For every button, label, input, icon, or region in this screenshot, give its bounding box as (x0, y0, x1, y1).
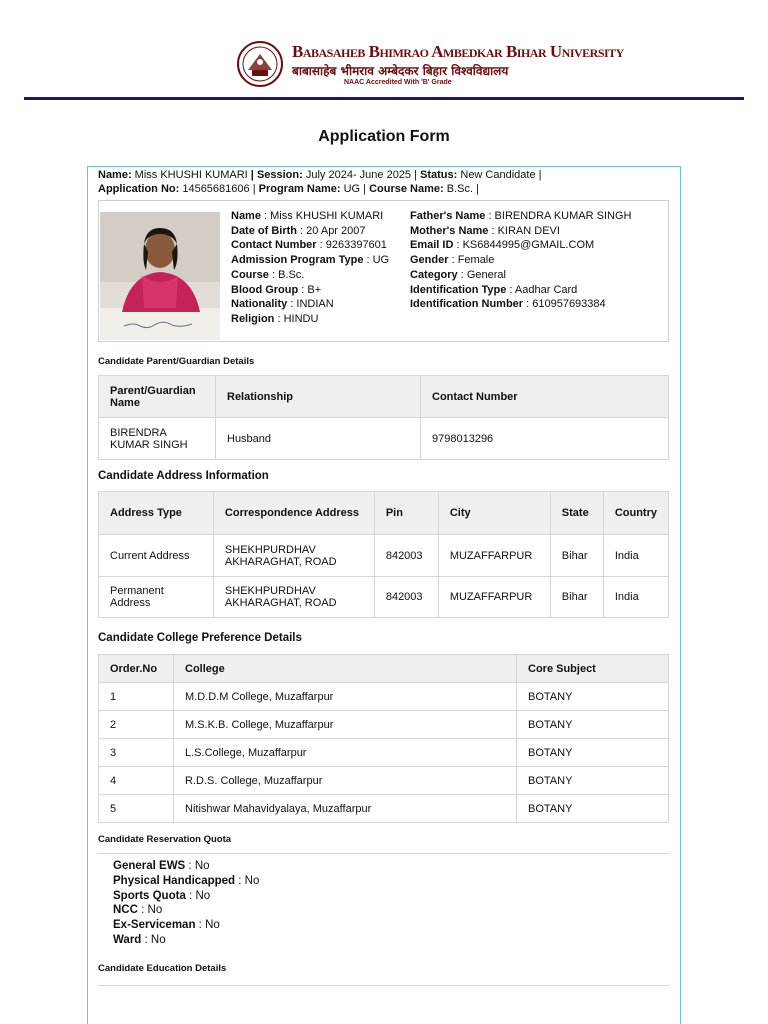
table-cell: 5 (99, 795, 174, 823)
summary-course-label: Course Name: (366, 183, 444, 195)
summary-session-label: | Session: (247, 169, 303, 181)
table-cell: L.S.College, Muzaffarpur (174, 739, 517, 767)
table-cell: 842003 (374, 577, 438, 618)
summary-course-value: B.Sc. | (443, 183, 479, 195)
summary-status-label: Status: (416, 169, 458, 181)
table-row (99, 739, 669, 767)
accreditation-text: NAAC Accredited With 'B' Grade (344, 79, 452, 86)
column-header: Address Type (99, 492, 214, 535)
summary-program-label: Program Name: (255, 183, 341, 195)
university-logo (234, 40, 624, 90)
parent-section-title: Candidate Parent/Guardian Details (98, 356, 255, 367)
profile-field: Name : Miss KHUSHI KUMARI (231, 210, 384, 222)
profile-field: Contact Number : 9263397601 (231, 239, 387, 252)
profile-field: Gender : Female (410, 254, 495, 267)
profile-field: Category : General (410, 268, 506, 281)
university-name-hindi: बाबासाहेब भीमराव अम्बेदकर बिहार विश्वविद्यालय (292, 64, 509, 78)
table-cell: Nitishwar Mahavidyalaya, Muzaffarpur (174, 795, 517, 823)
profile-field: Religion : HINDU (231, 312, 319, 325)
table-cell: 3 (99, 739, 174, 767)
column-header: Core Subject (517, 655, 669, 683)
quota-item: General EWS : No (113, 860, 210, 872)
quota-section-title: Candidate Reservation Quota (98, 834, 232, 845)
table-cell: SHEKHPURDHAV AKHARAGHAT, ROAD (213, 535, 374, 577)
profile-left-column (231, 209, 389, 327)
table-row (99, 683, 669, 711)
table-cell: Husband (216, 418, 421, 460)
address-section-title: Candidate Address Information (98, 470, 269, 482)
table-cell: Permanent Address (99, 577, 214, 618)
column-header: Country (603, 492, 668, 535)
table-cell: Current Address (99, 535, 214, 577)
university-emblem-icon (234, 40, 286, 88)
summary-appno-value: 14565681606 | (179, 183, 256, 195)
quota-list (113, 859, 259, 948)
table-cell: 9798013296 (421, 418, 669, 460)
summary-session-value: July 2024- June 2025 | (302, 169, 417, 181)
table-row (99, 535, 669, 577)
column-header: State (550, 492, 603, 535)
table-header-row (99, 492, 669, 535)
profile-field: Father's Name : BIRENDRA KUMAR SINGH (410, 210, 632, 222)
quota-item: Ex-Serviceman : No (113, 919, 220, 932)
table-cell: Bihar (550, 535, 603, 577)
quota-item: Sports Quota : No (113, 889, 211, 902)
profile-field: Admission Program Type : UG (231, 254, 390, 267)
table-cell: BIRENDRA KUMAR SINGH (99, 418, 216, 460)
candidate-photo (100, 212, 220, 340)
column-header: Contact Number (421, 376, 669, 418)
table-cell: BOTANY (517, 711, 669, 739)
quota-item: Ward : No (113, 933, 166, 946)
table-row (99, 418, 669, 460)
table-cell: 842003 (374, 535, 438, 577)
candidate-photo-image (100, 212, 220, 340)
table-row (99, 711, 669, 739)
table-cell: BOTANY (517, 683, 669, 711)
profile-field: Blood Group : B+ (231, 283, 322, 296)
column-header: Order.No (99, 655, 174, 683)
profile-field: Course : B.Sc. (231, 268, 305, 281)
summary-program-value: UG | (340, 183, 367, 195)
table-cell: BOTANY (517, 795, 669, 823)
quota-item: NCC : No (113, 904, 163, 917)
profile-field: Email ID : KS6844995@GMAIL.COM (410, 239, 595, 252)
university-name-english: Babasaheb Bhimrao Ambedkar Bihar University (292, 42, 624, 61)
summary-status-value: New Candidate | (457, 169, 542, 181)
column-header: Parent/Guardian Name (99, 376, 216, 418)
section-divider (98, 985, 669, 986)
table-cell: R.D.S. College, Muzaffarpur (174, 767, 517, 795)
table-cell: SHEKHPURDHAV AKHARAGHAT, ROAD (213, 577, 374, 618)
table-cell: BOTANY (517, 739, 669, 767)
table-row (99, 767, 669, 795)
parent-table (98, 375, 669, 460)
table-header-row (99, 655, 669, 683)
table-cell: India (603, 535, 668, 577)
address-table (98, 491, 669, 618)
page-title: Application Form (318, 128, 450, 145)
summary-name-value: Miss KHUSHI KUMARI (131, 169, 248, 181)
profile-field: Identification Type : Aadhar Card (410, 283, 578, 296)
table-header-row (99, 376, 669, 418)
profile-field: Mother's Name : KIRAN DEVI (410, 224, 560, 237)
quota-item: Physical Handicapped : No (113, 874, 260, 887)
summary-name-label: Name: (98, 169, 132, 181)
table-cell: India (603, 577, 668, 618)
table-cell: MUZAFFARPUR (438, 577, 550, 618)
table-cell: 2 (99, 711, 174, 739)
application-summary (98, 168, 673, 196)
table-cell: M.D.D.M College, Muzaffarpur (174, 683, 517, 711)
college-section-title: Candidate College Preference Details (98, 632, 302, 644)
college-table (98, 654, 669, 823)
table-cell: Bihar (550, 577, 603, 618)
column-header: Relationship (216, 376, 421, 418)
column-header: College (174, 655, 517, 683)
table-cell: MUZAFFARPUR (438, 535, 550, 577)
summary-appno-label: Application No: (98, 183, 180, 195)
column-header: Pin (374, 492, 438, 535)
table-cell: 1 (99, 683, 174, 711)
section-divider (98, 853, 669, 854)
candidate-profile-card (98, 200, 669, 342)
page-header (0, 0, 768, 100)
profile-field: Identification Number : 610957693384 (410, 298, 606, 311)
column-header: Correspondence Address (213, 492, 374, 535)
profile-field: Date of Birth : 20 Apr 2007 (231, 224, 366, 237)
table-cell: BOTANY (517, 767, 669, 795)
table-cell: M.S.K.B. College, Muzaffarpur (174, 711, 517, 739)
profile-field: Nationality : INDIAN (231, 298, 334, 311)
table-row (99, 795, 669, 823)
table-row (99, 577, 669, 618)
profile-right-column (410, 209, 631, 312)
table-cell: 4 (99, 767, 174, 795)
column-header: City (438, 492, 550, 535)
header-divider (24, 97, 744, 100)
education-section-title: Candidate Education Details (98, 963, 227, 974)
